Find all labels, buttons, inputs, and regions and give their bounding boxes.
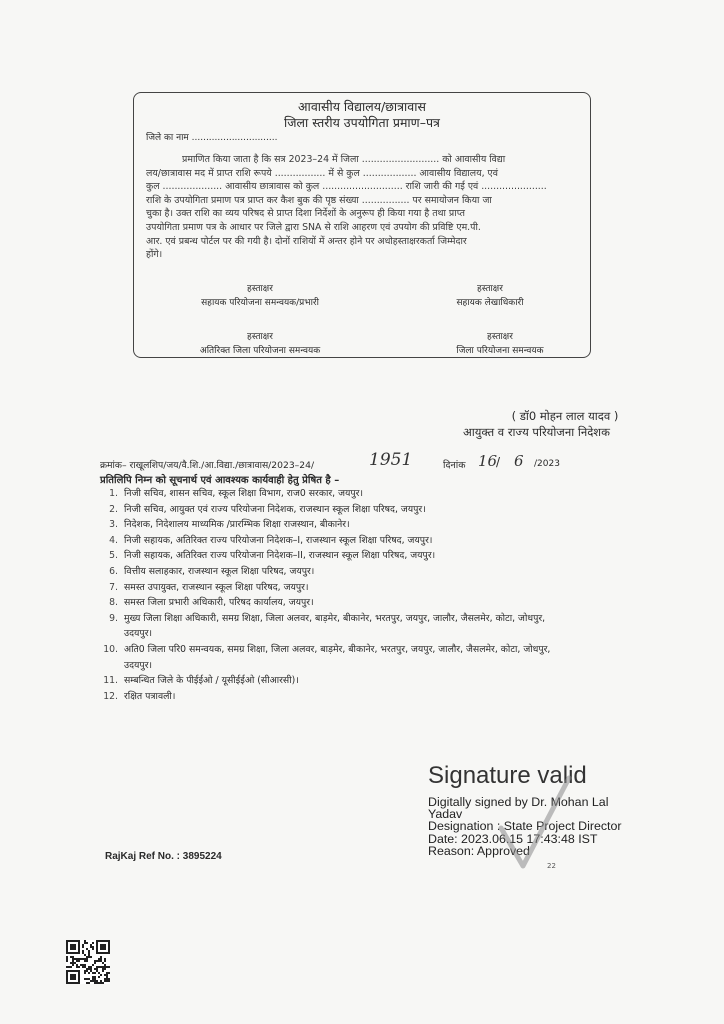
item-number: 2. xyxy=(109,503,118,515)
paragraph-line: होंगे। xyxy=(146,249,163,261)
copy-heading: प्रतिलिपि निम्न को सूचनार्थ एवं आवश्यक कार्यवाही हेतु प्रेषित है – xyxy=(100,475,340,486)
signature-label: हस्ताक्षर xyxy=(247,332,273,342)
list-item xyxy=(100,533,660,549)
item-number: 4. xyxy=(109,534,118,546)
date-day: 16 xyxy=(478,452,498,470)
item-text: वित्तीय सलाहकार, राजस्थान स्कूल शिक्षा परिषद, जयपुर। xyxy=(124,565,315,577)
handwritten-number: 1951 xyxy=(369,450,413,470)
date-separator: / xyxy=(496,455,501,469)
date-month: 6 xyxy=(514,452,524,470)
date-year: /2023 xyxy=(534,459,560,469)
list-item xyxy=(100,689,660,705)
item-number: 7. xyxy=(109,581,118,593)
certificate-subtitle: जिला स्तरीय उपयोगिता प्रमाण–पत्र xyxy=(284,115,440,130)
rajkaj-reference: RajKaj Ref No. : 3895224 xyxy=(105,851,222,862)
item-text: निजी सहायक, अतिरिक्त राज्य परियोजना निदेशक–I, राजस्थान स्कूल शिक्षा परिषद, जयपुर। xyxy=(124,534,433,546)
signature-role: सहायक लेखाधिकारी xyxy=(456,298,524,308)
reference-number: क्रमांक– राखूलशिप/जय/वै.शि./आ.विद्या./छात्रावास/2023–24/ xyxy=(100,460,315,471)
signature-label: हस्ताक्षर xyxy=(247,284,273,294)
item-number: 3. xyxy=(109,519,118,531)
item-text: मुख्य जिला शिक्षा अधिकारी, समग्र शिक्षा, जिला अलवर, बाड़मेर, बीकानेर, भरतपुर, जयपुर, जालौर, जैसलमेर, कोटा, जोधपुर, xyxy=(124,612,546,624)
item-text: निदेशक, निदेशालय माध्यमिक /प्रारम्भिक शिक्षा राजस्थान, बीकानेर। xyxy=(124,519,350,531)
item-number: 6. xyxy=(109,565,118,577)
item-text: निजी सहायक, अतिरिक्त राज्य परियोजना निदेशक–II, राजस्थान स्कूल शिक्षा परिषद, जयपुर। xyxy=(124,550,436,562)
officer-name: ( डॉ0 मोहन लाल यादव ) xyxy=(511,409,619,423)
item-text: निजी सचिव, शासन सचिव, स्कूल शिक्षा विभाग, राज0 सरकार, जयपुर। xyxy=(124,488,363,499)
page-number: 22 xyxy=(547,862,556,870)
signature-dpc xyxy=(400,330,600,358)
item-number: 8. xyxy=(109,597,118,609)
list-item xyxy=(100,642,660,673)
list-item xyxy=(100,673,660,689)
item-text: अति0 जिला परि0 समन्वयक, समग्र शिक्षा, जिला अलवर, बाड़मेर, बीकानेर, भरतपुर, जयपुर, जालौर, जैसलमेर, कोटा, जोधपुर, xyxy=(124,643,551,655)
signature-role: अतिरिक्त जिला परियोजना समन्वयक xyxy=(199,346,321,356)
district-name-field: जिले का नाम .............................. xyxy=(146,133,278,143)
signed-by-line: Digitally signed by Dr. Mohan Lal xyxy=(428,795,609,809)
paragraph-line: आर. एवं प्रबन्ध पोर्टल पर की गयी है। दोनों राशियों में अन्तर होने पर अधोहस्ताक्षरकर्ता जिम्मेदार xyxy=(146,235,467,247)
signature-label: हस्ताक्षर xyxy=(477,284,503,294)
item-number: 10. xyxy=(103,643,118,655)
item-text-continued: उदयपुर। xyxy=(124,659,153,671)
recipient-list xyxy=(100,486,660,704)
item-text: समस्त उपायुक्त, राजस्थान स्कूल शिक्षा परिषद, जयपुर। xyxy=(124,581,309,593)
checkmark-icon xyxy=(495,770,575,880)
item-number: 9. xyxy=(109,612,118,624)
paragraph-line: राशि के उपयोगिता प्रमाण पत्र प्राप्त कर कैश बुक की पृष्ठ संख्या ................ पर समायोजन किया जा xyxy=(146,194,492,206)
item-number: 11. xyxy=(103,675,118,687)
signed-by-name: Yadav xyxy=(428,807,463,822)
signature-adpc xyxy=(160,330,360,358)
paragraph-line: चुका है। उक्त राशि का व्यय परिषद से प्राप्त दिशा निर्देशों के अनुरूप ही किया गया है तथा प्राप्त xyxy=(146,208,465,220)
list-item xyxy=(100,517,660,533)
list-item xyxy=(100,564,660,580)
paragraph-line: कुल .................... आवासीय छात्रावास को कुल ........................... राशि जारी की गई एवं ...................... xyxy=(146,181,547,193)
item-text: निजी सचिव, आयुक्त एवं राज्य परियोजना निदेशक, राजस्थान स्कूल शिक्षा परिषद, जयपुर। xyxy=(124,503,426,515)
paragraph-line: उपयोगिता प्रमाण पत्र के आधार पर जिले द्वारा SNA से राशि आहरण एवं उपयोग की प्रविष्टि एम.पी. xyxy=(146,221,481,233)
list-item xyxy=(100,595,660,611)
item-text-continued: उदयपुर। xyxy=(124,628,153,640)
date-line: Date: 2023.06.15 17:43:48 IST xyxy=(428,831,598,846)
designation-line: Designation : State Project Director xyxy=(428,819,622,834)
item-number: 5. xyxy=(109,550,118,562)
officer-title: आयुक्त व राज्य परियोजना निदेशक xyxy=(463,425,610,439)
reason-line: Reason: Approved xyxy=(428,843,530,858)
item-number: 1. xyxy=(109,488,118,499)
signature-role: सहायक परियोजना समन्वयक/प्रभारी xyxy=(201,298,319,308)
item-text: रक्षित पत्रावली। xyxy=(124,690,176,702)
certificate-paragraph xyxy=(146,153,582,262)
paragraph-line: लय/छात्रावास मद में प्राप्त राशि रूपये ................. में से कुल .................. आवासीय विद्यालय, एवं xyxy=(146,167,498,179)
list-item xyxy=(100,580,660,596)
list-item xyxy=(100,548,660,564)
signature-apc xyxy=(160,282,360,310)
item-text: सम्बन्धित जिले के पीईईओ / यूसीईईओ (सीआरसी)। xyxy=(124,675,299,687)
signature-accounts-officer xyxy=(400,282,580,310)
qr-code-icon xyxy=(66,940,110,984)
signature-valid-title: Signature valid xyxy=(428,762,587,789)
item-number: 12. xyxy=(103,690,118,702)
paragraph-line: प्रमाणित किया जाता है कि सत्र 2023–24 में जिला .......................... को आवासीय विद्या xyxy=(182,154,506,165)
item-text: समस्त जिला प्रभारी अधिकारी, परिषद कार्यालय, जयपुर। xyxy=(124,597,314,609)
list-item xyxy=(100,611,660,642)
list-item xyxy=(100,502,660,518)
signature-label: हस्ताक्षर xyxy=(487,332,513,342)
list-item xyxy=(100,486,660,502)
date-label: दिनांक xyxy=(443,460,466,471)
certificate-title: आवासीय विद्यालय/छात्रावास xyxy=(298,99,426,114)
signature-role: जिला परियोजना समन्वयक xyxy=(456,346,544,356)
